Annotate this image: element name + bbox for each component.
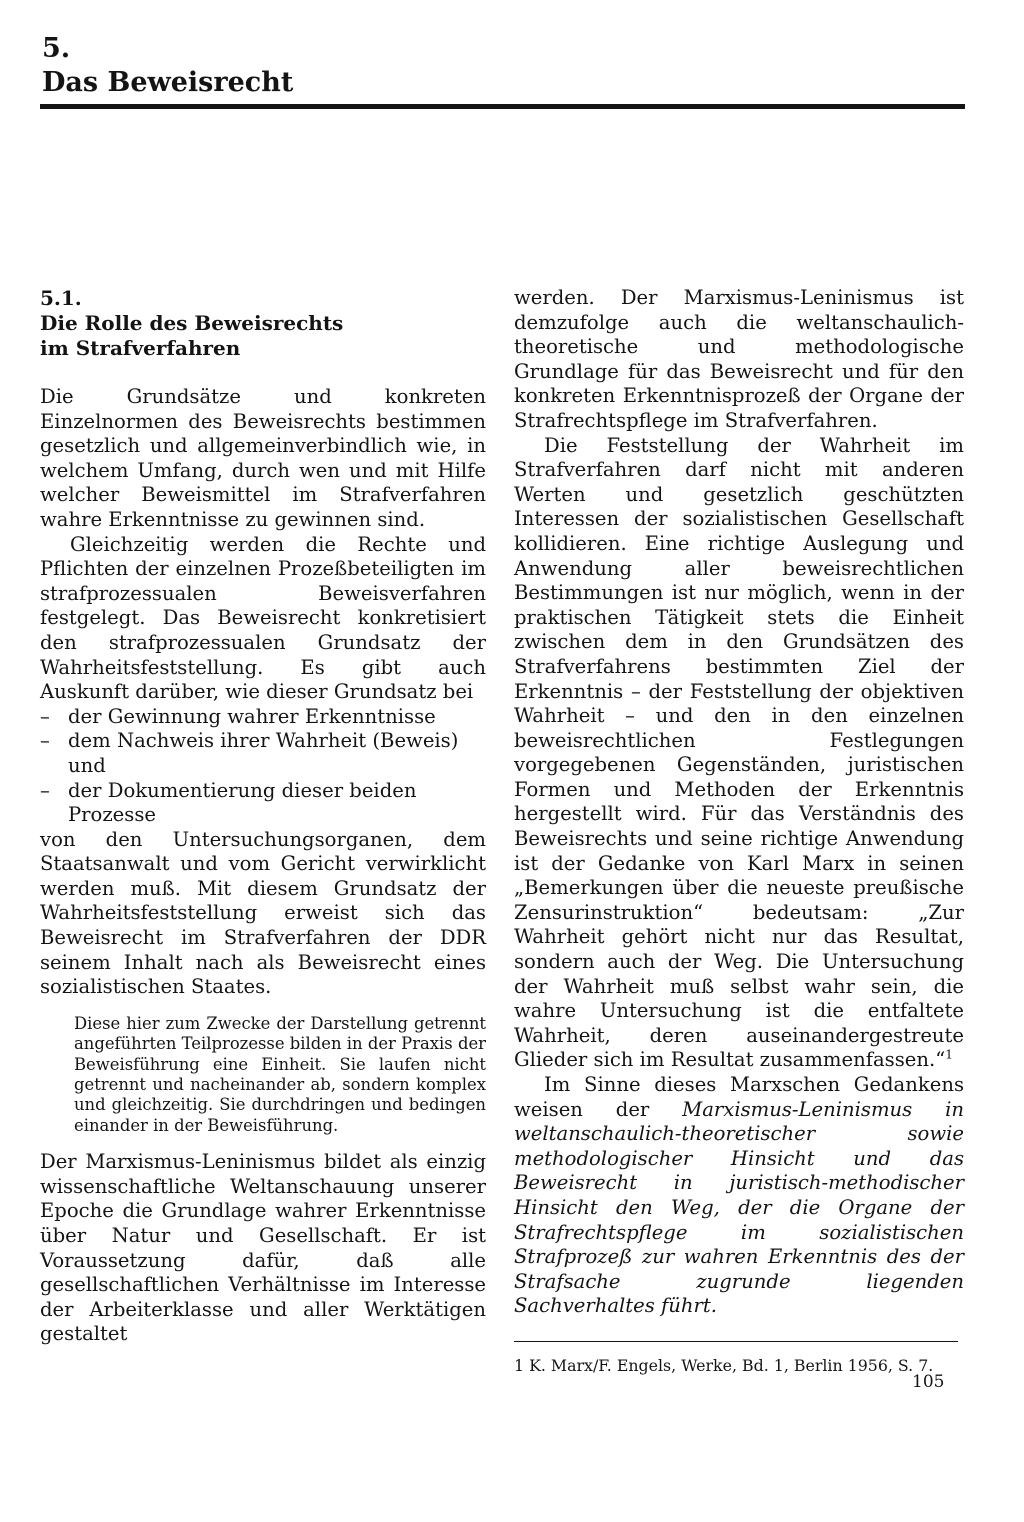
emphasis-text: Marxismus-Leninismus in weltanschaulich-theoretischer sowie methodologischer Hinsicht und das Beweisrecht in juristisch-methodischer Hinsicht den Weg, der die Organe der Strafrechtspflege im sozialistischen Strafprozeß zur wahren Erkenntnis des der Strafsache zugrunde liegenden Sachverhaltes führt. (514, 1097, 964, 1318)
paragraph: Die Grundsätze und konkreten Einzelnormen des Beweisrechts bestimmen gesetzlich und allgemeinverbindlich wie, in welchem Umfang, durch wen und mit Hilfe welcher Beweismittel im Strafverfahren wahre Erkenntnisse zu gewinnen sind. (40, 385, 486, 531)
paragraph: von den Untersuchungsorganen, dem Staatsanwalt und vom Gericht verwirklicht werden muß. Mit diesem Grundsatz der Wahrheitsfeststellung erweist sich das Beweisrecht im Strafverfahren der DDR seinem Inhalt nach als Beweisrecht eines sozialistischen Staates. (40, 827, 486, 999)
footnote: 1 K. Marx/F. Engels, Werke, Bd. 1, Berlin 1956, S. 7. (514, 1355, 934, 1375)
paragraph: Gleichzeitig werden die Rechte und Pflichten der einzelnen Prozeßbeteiligten im strafprozessualen Beweisverfahren festgelegt. Das Beweisrecht konkretisiert den strafprozessualen Grundsatz der Wahrheitsfeststellung. Es gibt auch Auskunft darüber, wie dieser Grundsatz bei (40, 532, 486, 704)
paragraph-lead: Im Sinne dieses Marxschen Gedankens weisen der (514, 1073, 964, 1121)
dash-list (40, 705, 486, 828)
section-title-line1: Die Rolle des Beweisrechts (40, 311, 344, 335)
chapter-number: 5. (42, 33, 71, 64)
section-title-line2: im Strafverfahren (40, 336, 241, 360)
footnote-rule (514, 1341, 958, 1342)
footnote-ref[interactable]: 1 (945, 1047, 953, 1062)
chapter-title: Das Beweisrecht (42, 67, 294, 98)
chapter-heading (42, 32, 293, 100)
paragraph: Der Marxismus-Leninismus bildet als einzig wissenschaftliche Weltanschauung unserer Epoche die Grundlage wahrer Erkenntnisse über Natur und Gesellschaft. Er ist Voraussetzung dafür, daß alle gesellschaftlichen Verhältnisse im Interesse der Arbeiterklasse und aller Werktätigen gestaltet (40, 1150, 486, 1346)
list-item: – der Dokumentierung dieser beiden Prozesse (40, 779, 486, 828)
left-column (40, 286, 486, 1347)
paragraph (514, 434, 964, 1073)
paragraph: werden. Der Marxismus-Leninismus ist demzufolge auch die weltanschaulich-theoretische und methodologische Grundlage für das Beweisrecht und für den konkreten Erkenntnisprozeß der Organe der Strafrechtspflege im Strafverfahren. (514, 286, 964, 432)
page-number: 105 (912, 1372, 945, 1392)
section-number: 5.1. (40, 286, 82, 310)
paragraph-text: Die Feststellung der Wahrheit im Strafverfahren darf nicht mit anderen Werten und gesetzlich geschützten Interessen der sozialistischen Gesellschaft kollidieren. Eine richtige Auslegung und Anwendung aller beweisrechtlichen Bestimmungen ist nur möglich, wenn in der praktischen Tätigkeit stets die Einheit zwischen dem in den Grundsätzen des Strafverfahrens bestimmten Ziel der Erkenntnis – der Feststellung der objektiven Wahrheit – und den in den einzelnen beweisrechtlichen Festlegungen vorgegebenen Gegenständen, juristischen Formen und Methoden der Erkenntnis hergestellt wird. Für das Verständnis des Beweisrechts und seine richtige Anwendung ist der Gedanke von Karl Marx in seinen „Bemerkungen über die neueste preußische Zensurinstruktion“ bedeutsam: „Zur Wahrheit gehört nicht nur das Resultat, sondern auch der Weg. Die Untersuchung der Wahrheit muß selbst wahr sein, die wahre Untersuchung ist die entfaltete Wahrheit, deren auseinandergestreute Glieder sich im Resultat zusammenfassen.“ (514, 433, 964, 1072)
chapter-rule (40, 104, 965, 109)
indented-note: Diese hier zum Zwecke der Darstellung getrennt angeführten Teilprozesse bilden in der Praxis der Beweisführung eine Einheit. Sie laufen nicht getrennt und nacheinander ab, sondern komplex und gleichzeitig. Sie durchdringen und bedingen einander in der Beweisführung. (74, 1013, 486, 1135)
right-column (514, 286, 964, 1376)
list-item: – der Gewinnung wahrer Erkenntnisse (40, 705, 486, 730)
list-item: – dem Nachweis ihrer Wahrheit (Beweis) und (40, 729, 486, 778)
paragraph (514, 1073, 964, 1319)
section-title (40, 311, 486, 361)
